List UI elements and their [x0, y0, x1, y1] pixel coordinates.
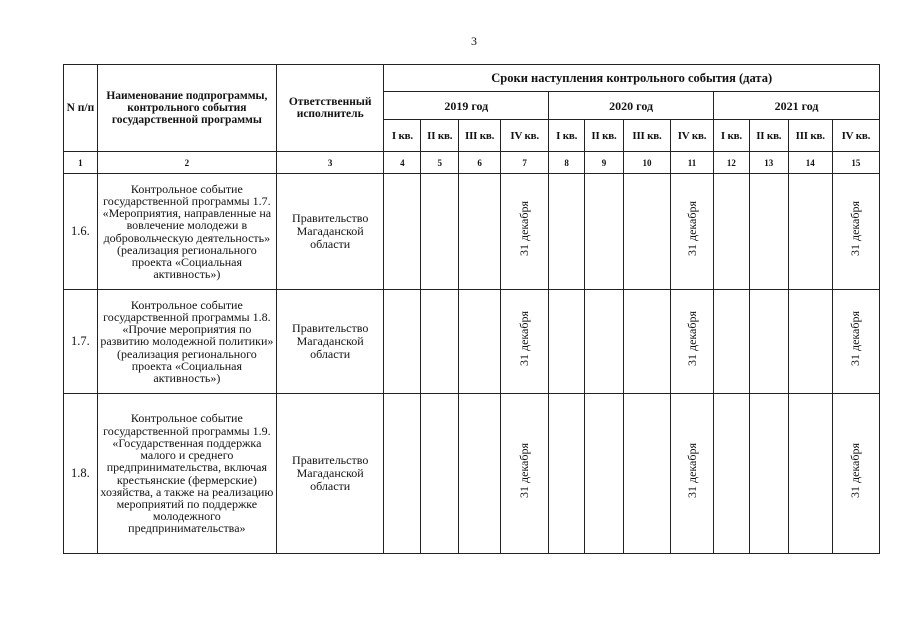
- table-row: [64, 394, 880, 554]
- column-number: 10: [623, 152, 670, 174]
- column-number: 15: [832, 152, 879, 174]
- date-cell: [671, 394, 714, 554]
- header-executor: Ответственный исполнитель: [276, 65, 383, 152]
- header-quarter: II кв.: [421, 120, 459, 152]
- date-cell: [384, 174, 421, 290]
- column-number-row: [64, 152, 880, 174]
- row-number: 1.8.: [64, 394, 98, 554]
- date-cell: [788, 394, 832, 554]
- header-quarter: IV кв.: [671, 120, 714, 152]
- control-events-table: [63, 64, 880, 554]
- header-quarter: I кв.: [714, 120, 750, 152]
- column-number: 5: [421, 152, 459, 174]
- date-cell: [421, 394, 459, 554]
- date-cell: [501, 394, 549, 554]
- column-number: 3: [276, 152, 383, 174]
- column-number: 4: [384, 152, 421, 174]
- date-cell: [459, 174, 501, 290]
- column-number: 13: [749, 152, 788, 174]
- event-name: Контрольное событие государственной программы 1.9. «Государственная поддержка малого и среднего предпринимательства, включая крестьянские (фермерские) хозяйства, а также на реализацию мероприятий по поддержке молодежного предпринимательства»: [97, 394, 276, 554]
- column-number: 9: [585, 152, 624, 174]
- date-cell: [384, 394, 421, 554]
- date-cell: [671, 290, 714, 394]
- header-quarter: IV кв.: [832, 120, 879, 152]
- date-text: 31 декабря: [517, 201, 532, 257]
- date-cell: [501, 174, 549, 290]
- header-year-2019: 2019 год: [384, 92, 549, 120]
- column-number: 8: [549, 152, 585, 174]
- date-cell: [749, 174, 788, 290]
- header-quarter: II кв.: [749, 120, 788, 152]
- header-quarter: III кв.: [623, 120, 670, 152]
- header-year-2021: 2021 год: [714, 92, 880, 120]
- date-cell: [623, 174, 670, 290]
- executor: Правительство Магаданской области: [276, 394, 383, 554]
- executor: Правительство Магаданской области: [276, 290, 383, 394]
- date-cell: [585, 394, 624, 554]
- column-number: 6: [459, 152, 501, 174]
- date-cell: [832, 174, 879, 290]
- date-cell: [749, 394, 788, 554]
- date-cell: [714, 174, 750, 290]
- date-cell: [671, 174, 714, 290]
- date-cell: [788, 174, 832, 290]
- table-row: [64, 290, 880, 394]
- column-number: 11: [671, 152, 714, 174]
- header-year-2020: 2020 год: [549, 92, 714, 120]
- column-number: 12: [714, 152, 750, 174]
- date-text: 31 декабря: [684, 443, 699, 499]
- column-number: 1: [64, 152, 98, 174]
- event-name: Контрольное событие государственной программы 1.8. «Прочие мероприятия по развитию молодежной политики» (реализация регионального проекта «Социальная активность»): [97, 290, 276, 394]
- date-cell: [749, 290, 788, 394]
- date-cell: [623, 394, 670, 554]
- header-quarter: IV кв.: [501, 120, 549, 152]
- date-text: 31 декабря: [848, 201, 863, 257]
- header-quarter: I кв.: [549, 120, 585, 152]
- date-cell: [459, 394, 501, 554]
- date-cell: [585, 174, 624, 290]
- header-num: N п/п: [64, 65, 98, 152]
- header-quarter: III кв.: [459, 120, 501, 152]
- header-quarter: III кв.: [788, 120, 832, 152]
- date-cell: [501, 290, 549, 394]
- table-row: [64, 174, 880, 290]
- date-cell: [714, 290, 750, 394]
- date-text: 31 декабря: [848, 443, 863, 499]
- row-number: 1.7.: [64, 290, 98, 394]
- date-cell: [549, 394, 585, 554]
- date-cell: [788, 290, 832, 394]
- event-name: Контрольное событие государственной программы 1.7. «Мероприятия, направленные на вовлечение молодежи в добровольческую деятельность» (реализация регионального проекта «Социальная активность»): [97, 174, 276, 290]
- date-text: 31 декабря: [684, 201, 699, 257]
- date-text: 31 декабря: [684, 311, 699, 367]
- date-text: 31 декабря: [517, 311, 532, 367]
- header-dates: Сроки наступления контрольного события (дата): [384, 65, 880, 92]
- header-name: Наименование подпрограммы, контрольного события государственной программы: [97, 65, 276, 152]
- column-number: 2: [97, 152, 276, 174]
- date-cell: [623, 290, 670, 394]
- date-cell: [832, 394, 879, 554]
- column-number: 14: [788, 152, 832, 174]
- column-number: 7: [501, 152, 549, 174]
- date-cell: [421, 290, 459, 394]
- date-cell: [714, 394, 750, 554]
- page-number: 3: [471, 34, 477, 48]
- executor: Правительство Магаданской области: [276, 174, 383, 290]
- header-quarter: II кв.: [585, 120, 624, 152]
- date-text: 31 декабря: [848, 311, 863, 367]
- date-cell: [459, 290, 501, 394]
- header-quarter: I кв.: [384, 120, 421, 152]
- date-cell: [585, 290, 624, 394]
- date-cell: [549, 174, 585, 290]
- date-cell: [832, 290, 879, 394]
- row-number: 1.6.: [64, 174, 98, 290]
- date-cell: [384, 290, 421, 394]
- date-text: 31 декабря: [517, 443, 532, 499]
- date-cell: [421, 174, 459, 290]
- date-cell: [549, 290, 585, 394]
